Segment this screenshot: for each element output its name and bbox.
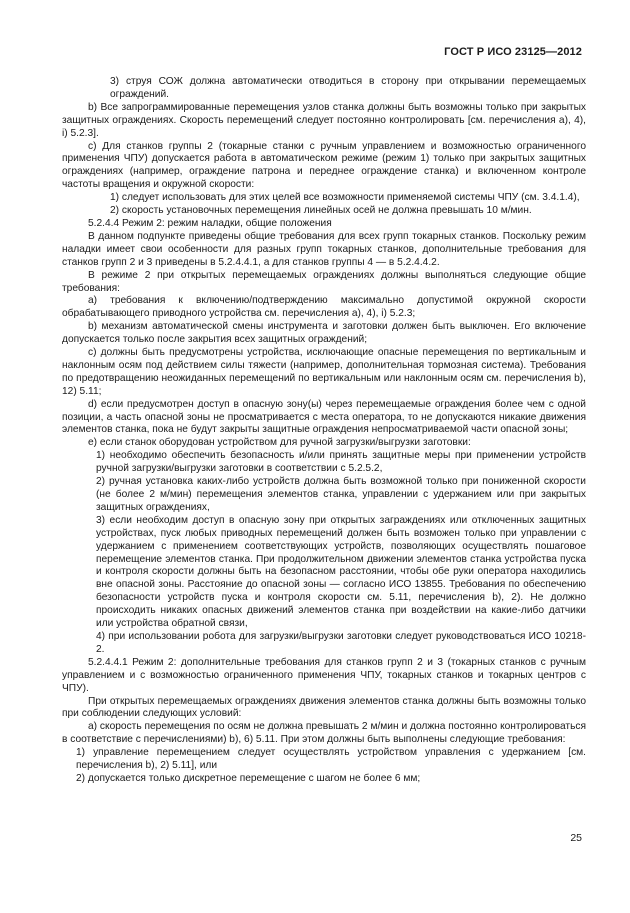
section-heading: 5.2.4.4.1 Режим 2: дополнительные требования для станков групп 2 и 3 (токарных станков с ручным управлением и с возможностью ограниченного применения ЧПУ, токарных станков и токарных центров с ЧПУ). xyxy=(62,656,586,694)
sub-list-item: 2) ручная установка каких-либо устройств должна быть возможной только при пониженной скорости (не более 2 м/мин) перемещения элементов станка, управлении с удержанием или при закрытых защитных ограждениях, xyxy=(96,476,586,513)
paragraph: В данном подпункте приведены общие требования для всех групп токарных станков. Поскольку режим наладки имеет свои особенности для разных групп токарных станков, дополнительные требования для станков групп 2 и 3 приведены в 5.2.4.4.1, а для станков группы 4 — в 5.2.4.4.2. xyxy=(62,230,586,268)
sub-list-item: 3) если необходим доступ в опасную зону при открытых заграждениях или отключенных защитных устройствах, пуск любых приводных перемещений должен быть возможен только при управлении с удержанием с применением соответствующих устройств, позволяющих осуществлять пошаговое перемещение элементов станка. При продолжительном движении элементов станка устройства пуска и контроля скорости должны быть на безопасном расстоянии, чтобы обе руки оператора находились вне опасной зоны. Расстояние до опасной зоны — согласно ИСО 13855. Требования по обеспечению безопасности устройств пуска и контроля скорости см. 5.11, перечисления b), 2). Не должно происходить никаких опасных движений элементов станка при воздействии на какие-либо датчики или устройства обратной связи, xyxy=(96,514,586,630)
sub-list-item: 1) необходимо обеспечить безопасность и/или принять защитные меры при применении устройств ручной загрузки/выгрузки заготовки в соответствии с 5.2.5.2, xyxy=(96,450,586,475)
paragraph: c) Для станков группы 2 (токарные станки с ручным управлением и возможностью ограниченного применения ЧПУ) допускается работа в автоматическом режиме (режим 1) только при закрытых защитных ограждениях (например, ограждение патрона и переднее ограждение станка) и включенном контроле частоты вращения и окружной скорости: xyxy=(62,140,586,191)
paragraph: При открытых перемещаемых ограждениях движения элементов станка должны быть возможны только при соблюдении следующих условий: xyxy=(62,695,586,720)
paragraph: В режиме 2 при открытых перемещаемых ограждениях должны выполняться следующие общие требования: xyxy=(62,269,586,294)
paragraph: b) Все запрограммированные перемещения узлов станка должны быть возможны только при закрытых защитных ограждениях. Скорость перемещений следует постоянно контролировать [см. перечисления а), 4), i) 5.2.3]. xyxy=(62,101,586,139)
standard-header: ГОСТ Р ИСО 23125—2012 xyxy=(444,46,582,58)
list-item: d) если предусмотрен доступ в опасную зону(ы) через перемещаемые ограждения более чем с одной позиции, а часть опасной зоны не просматривается с места оператора, то не допускаются никакие движения элементов станка, пока не будут закрыты защитные ограждения непросматриваемой части опасной зоны; xyxy=(62,398,586,436)
sub-list-item: 1) управление перемещением следует осуществлять устройством управления с удержанием [см. перечисления b), 2) 5.11], или xyxy=(76,747,586,772)
list-item: b) механизм автоматической смены инструмента и заготовки должен быть выключен. Его включение допускается только после закрытия всех защитных ограждений; xyxy=(62,321,586,346)
section-heading: 5.2.4.4 Режим 2: режим наладки, общие положения xyxy=(88,217,332,229)
list-item: a) скорость перемещения по осям не должна превышать 2 м/мин и должна постоянно контролироваться в соответствие с перечислениями) b), 6) 5.11. При этом должны быть выполнены следующие требования: xyxy=(62,721,586,746)
list-item: a) требования к включению/подтверждению максимально допустимой окружной скорости обрабатывающего приводного устройства см. перечисления а), 4), i) 5.2.3; xyxy=(62,295,586,320)
list-item: c) должны быть предусмотрены устройства, исключающие опасные перемещения по вертикальным и наклонным осям под действием силы тяжести (например, дополнительная тормозная система). Требования по предотвращению неожиданных перемещений по вертикальным или наклонным осям см. перечисления b), 12) 5.11; xyxy=(62,347,586,397)
list-item: 1) следует использовать для этих целей все возможности применяемой системы ЧПУ (см. 3.4.1.4), xyxy=(110,192,580,204)
document-body xyxy=(62,76,586,786)
list-item: e) если станок оборудован устройством для ручной загрузки/выгрузки заготовки: xyxy=(88,437,471,449)
sub-list-item: 4) при использовании робота для загрузки/выгрузки заготовки следует руководствоваться ИСО 10218-2. xyxy=(96,630,586,655)
list-item: 3) струя СОЖ должна автоматически отводиться в сторону при открывании перемещаемых ограждений. xyxy=(110,76,586,100)
page-number: 25 xyxy=(570,832,582,845)
sub-list-item: 2) допускается только дискретное перемещение с шагом не более 6 мм; xyxy=(76,772,421,784)
list-item: 2) скорость установочных перемещения линейных осей не должна превышать 10 м/мин. xyxy=(110,205,532,217)
